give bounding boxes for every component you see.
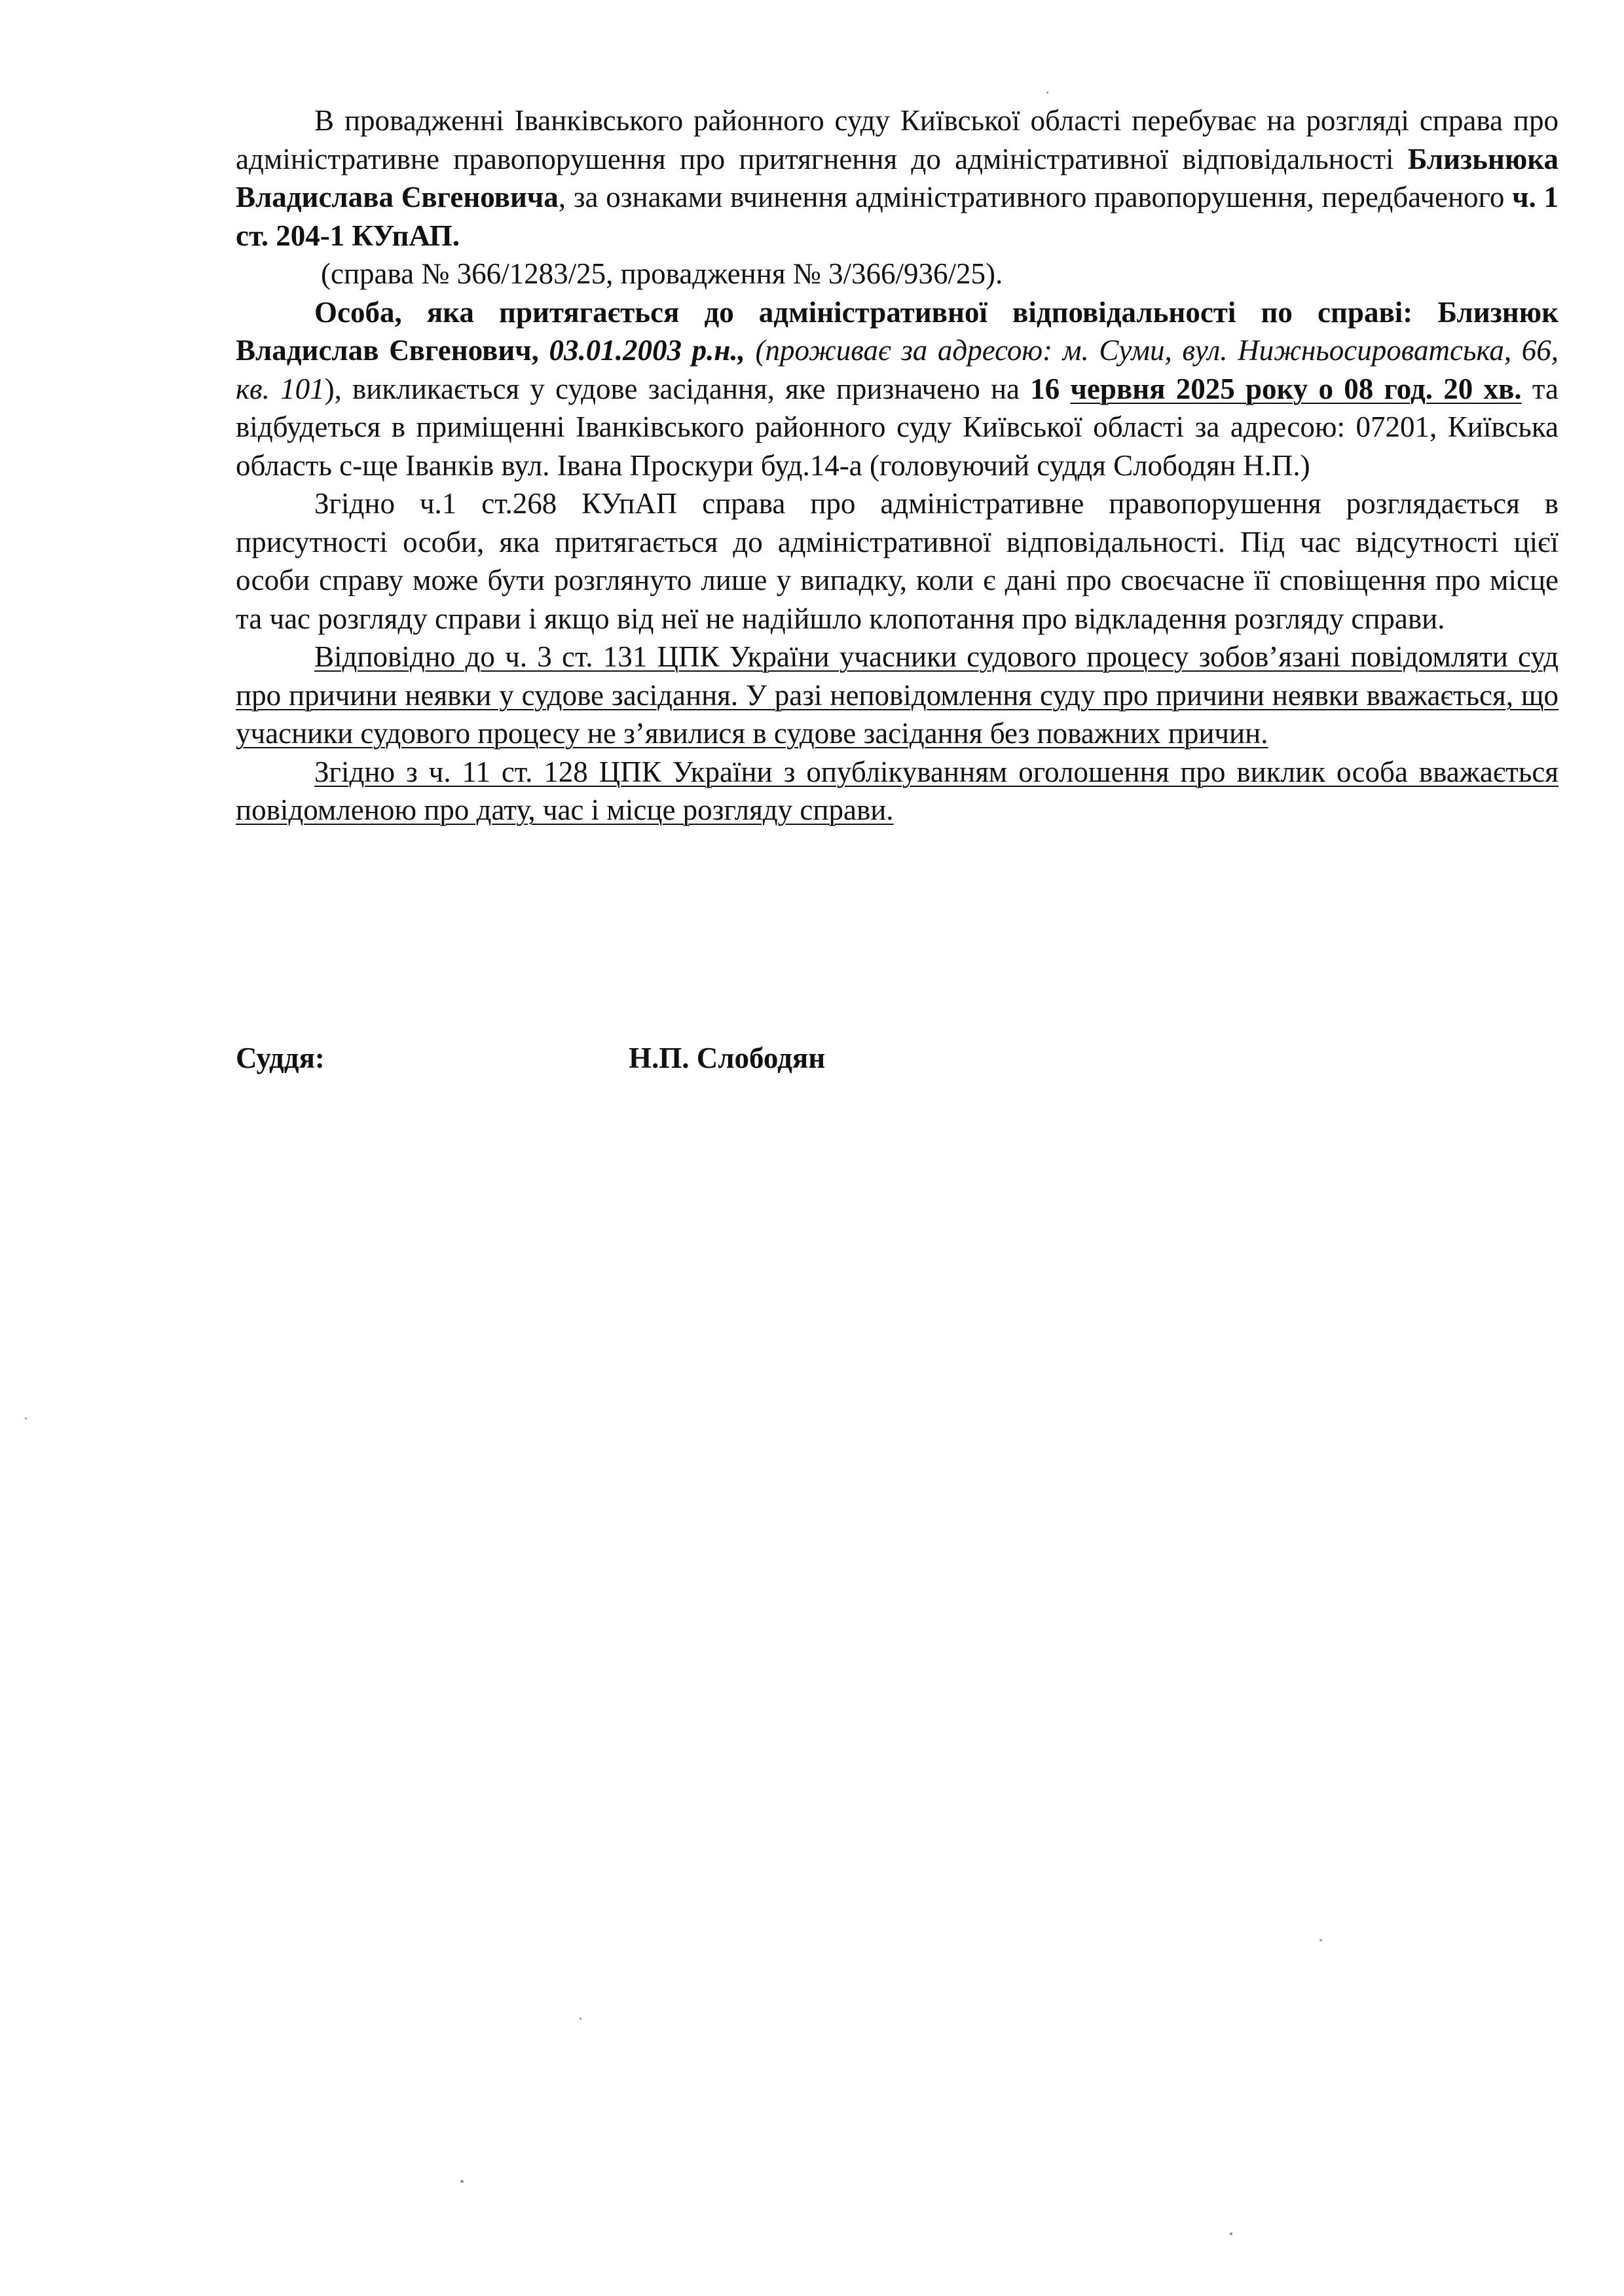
judge-name: Н.П. Слободян [629, 1042, 826, 1074]
signature-block [236, 1041, 1022, 1080]
paragraph-absence-notice: Відповідно до ч. 3 ст. 131 ЦПК України учасники судового процесу зобов’язані повідомляти суд про причини неявки у судове засідання. У разі неповідомлення суду про причини неявки вважається, що учасники судового процесу не з’явилися в судове засідання без поважних причин. [236, 640, 1559, 750]
hearing-date-day: 16 [1030, 372, 1060, 405]
judge-label: Суддя: [236, 1042, 325, 1074]
court-notice-body [236, 101, 1559, 829]
legal-article: ч. 1 ст. 204-1 КУпАП. [236, 181, 1559, 252]
person-lead: Особа, яка притягається до адміністративної відповідальності по справі: Близнюк Владислав Євгенович, [236, 295, 1559, 367]
defendant-name: Близьнюка Владислава Євгеновича [236, 142, 1559, 213]
intro-text: В провадженні Іванківського районного суду Київської області перебуває на розгляді справа про адміністративне правопорушення про притягнення до адміністративної відповідальності [236, 104, 1559, 175]
paragraph-case-intro [236, 101, 1559, 255]
scan-speck [1230, 2232, 1232, 2235]
hearing-date-time: червня 2025 року о 08 год. 20 хв. [1070, 372, 1522, 405]
address-text: (проживає за адресою: м. Суми, вул. Нижньосироватська, 66, кв. 101 [236, 334, 1559, 405]
scan-speck [1046, 92, 1048, 94]
venue-text: та відбудеться в приміщенні Іванківського районного суду Київської області за адресою: 07201, Київська область с-ще Іванків вул. Івана Проскури буд.14-а (головуючий суддя Слободян Н.П.) [236, 372, 1559, 482]
scan-speck [460, 2180, 464, 2183]
scan-speck [580, 2018, 581, 2020]
summons-text: ), викликається у судове засідання, яке призначено на [324, 372, 1031, 405]
paragraph-publication-notice: Згідно з ч. 11 ст. 128 ЦПК України з опублікуванням оголошення про виклик особа вважається повідомленою про дату, час і місце розгляду справи. [236, 755, 1559, 826]
intro-text-2: , за ознаками вчинення адміністративного правопорушення, передбаченого [558, 181, 1513, 213]
case-number-line: (справа № 366/1283/25, провадження № 3/366/936/25). [321, 257, 1003, 290]
paragraph-summons [236, 293, 1559, 485]
scan-speck [25, 1417, 27, 1419]
date-of-birth: 03.01.2003 р.н., [538, 334, 745, 367]
scan-speck [1320, 1939, 1322, 1941]
paragraph-presence-rule: Згідно ч.1 ст.268 КУпАП справа про адміністративне правопорушення розглядається в присутності особи, яка притягається до адміністративної відповідальності. Під час відсутності цієї особи справу може бути розглянуто лише у випадку, коли є дані про своєчасне її сповіщення про місце та час розгляду справи і якщо від неї не надійшло клопотання про відкладення розгляду справи. [236, 487, 1559, 635]
